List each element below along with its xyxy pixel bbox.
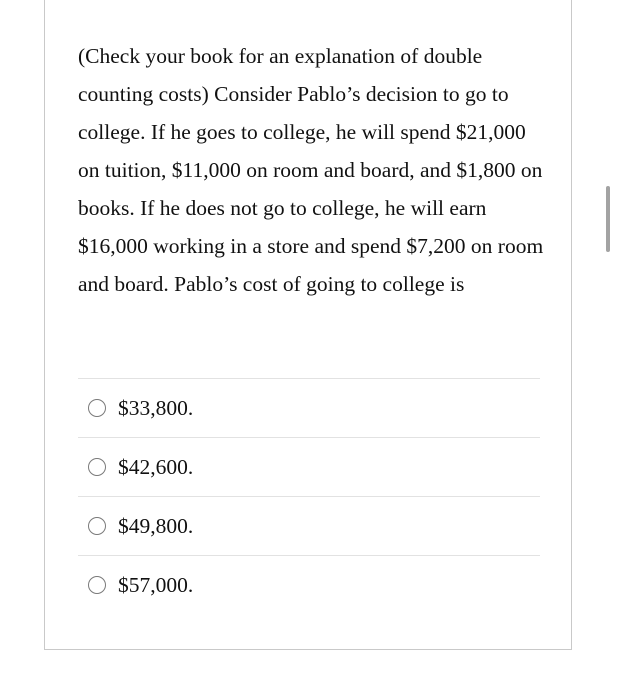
answer-option-label: $42,600.	[118, 455, 194, 479]
radio-button[interactable]	[88, 458, 106, 476]
answer-option-label: $49,800.	[118, 514, 194, 538]
answer-option[interactable]	[78, 496, 540, 555]
answer-option[interactable]	[78, 555, 540, 614]
question-text: (Check your book for an explanation of double counting costs) Consider Pablo’s decision to go to college. If he goes to college, he will spend $21,000 on tuition, $11,000 on room and board, and $1,800 on books. If he does not go to college, he will earn $16,000 working in a store and spend $7,200 on room and board. Pablo’s cost of going to college is	[78, 44, 544, 296]
answer-option-label: $33,800.	[118, 396, 194, 420]
radio-button[interactable]	[88, 399, 106, 417]
answer-option[interactable]	[78, 437, 540, 496]
answer-option[interactable]	[78, 378, 540, 437]
answer-option-label: $57,000.	[118, 573, 194, 597]
radio-button[interactable]	[88, 576, 106, 594]
radio-button[interactable]	[88, 517, 106, 535]
answer-options	[78, 378, 540, 614]
scrollbar-thumb[interactable]	[606, 186, 610, 252]
